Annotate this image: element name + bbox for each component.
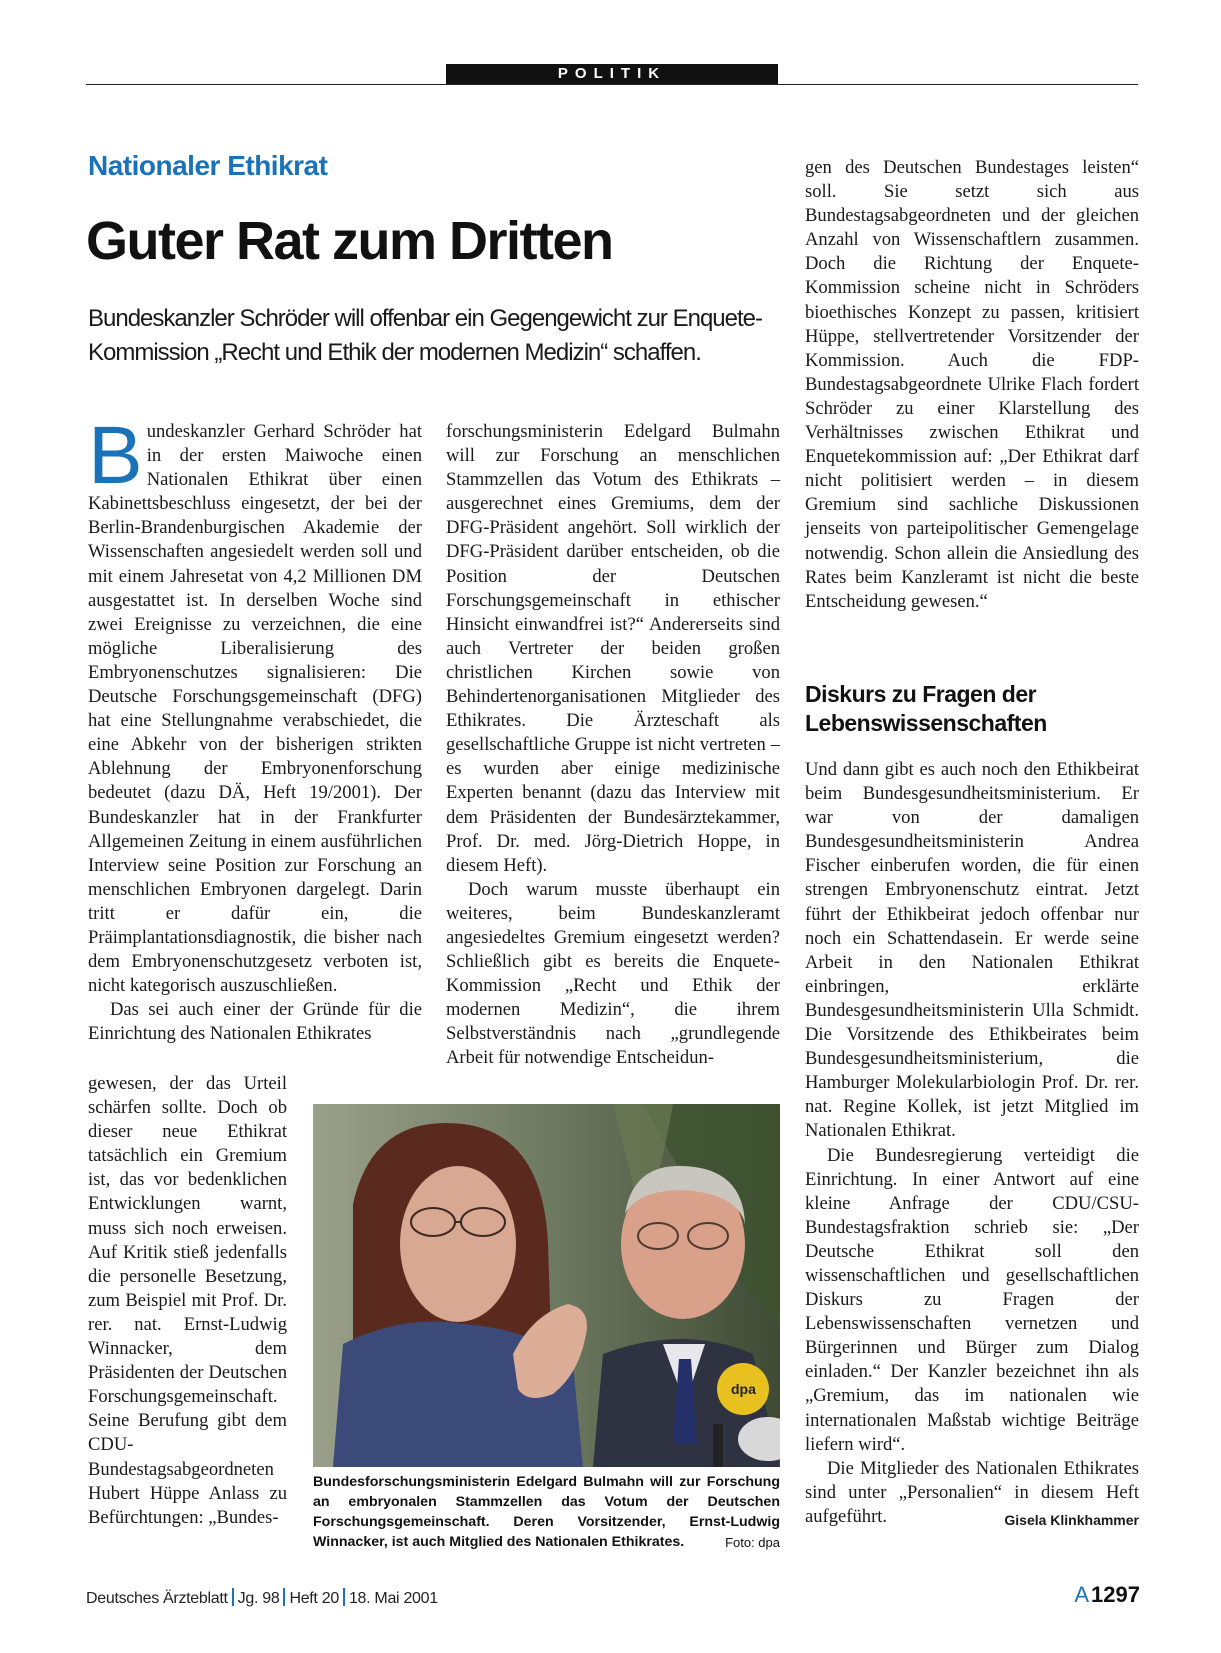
page-number: [1052, 1582, 1140, 1608]
microphone-logo: dpa: [731, 1381, 756, 1397]
article-headline: Guter Rat zum Dritten: [86, 211, 613, 271]
article-column-3-continued: [805, 758, 1139, 1532]
header-rule: [86, 84, 1138, 85]
paragraph: Die Bundesregierung verteidigt die Einrichtung. In einer Antwort auf eine kleine Anfrage der CDU/CSU-Bundestagsfraktion schrieb sie: „Der Deutsche Ethikrat soll den wissenschaftlichen und gesellschaftlichen Diskurs zu Fragen der Lebenswissenschaften vernetzen und Bürgerinnen und Bürger zum Dialog einladen.“ Der Kanzler bezeichnet ihn als „Gremium, das im nationalen wie internationalen Maßstab wichtige Beiträge liefern wird“.: [805, 1144, 1139, 1455]
footer-separator: [232, 1588, 234, 1606]
dropcap: B: [88, 410, 143, 501]
caption-text: Bundesforschungsministerin Edelgard Bulmahn will zur Forschung an embryonalen Stammzellen das Votum der Deutschen Forschungsgemeinschaft. Deren Vorsitzender, Ernst-Ludwig Winnacker, ist auch Mitglied des Nationalen Ethikrates.: [313, 1474, 780, 1550]
journal-issue: Heft 20: [289, 1590, 339, 1607]
paragraph: forschungsministerin Edelgard Bulmahn will zur Forschung an menschlichen Stammzellen das Votum des Ethikrats – ausgerechnet eines Gremiums, dem der DFG-Präsident angehört. Soll wirklich der DFG-Präsident darüber entscheiden, ob die Position der Deutschen Forschungsgemeinschaft in ethischer Hinsicht einwandfrei ist?“ Andererseits sind auch Vertreter der beiden großen christlichen Kirchen sowie von Behindertenorganisationen Mitglieder des Ethikrates. Die Ärzteschaft als gesellschaftliche Gruppe ist nicht vertreten – es wurden aber einige medizinische Experten benannt (dazu das Interview mit dem Präsidenten der Bundesärztekammer, Prof. Dr. med. Jörg-Dietrich Hoppe, in diesem Heft).: [446, 421, 780, 876]
paragraph: gewesen, der das Urteil schärfen sollte. Doch ob dieser neue Ethikrat tatsächlich ein Gremium ist, das vor bedenklichen Entwicklungen warnt, muss sich noch erweisen. Auf Kritik stieß jedenfalls die personelle Besetzung, zum Beispiel mit Prof. Dr. rer. nat. Ernst-Ludwig Winnacker, dem Präsidenten der Deutschen Forschungsgemeinschaft. Seine Berufung gibt dem CDU-Bundestagsabgeordneten Hubert Hüppe Anlass zu Befürchtungen: „Bundes-: [88, 1073, 287, 1528]
article-column-3: [805, 156, 1139, 614]
photo-credit: Foto: dpa: [725, 1535, 780, 1550]
photo-caption: [313, 1472, 780, 1553]
paragraph-text: undeskanzler Gerhard Schröder hat in der ersten Maiwoche einen Nationalen Ethikrat über einen Kabinettsbeschluss eingesetzt, der bei der Berlin-Brandenburgischen Akademie der Wissenschaften angesiedelt werden soll und mit einem Jahresetat von 4,2 Millionen DM ausgestattet ist. In derselben Woche sind zwei Ereignisse zu verzeichnen, die eine mögliche Liberalisierung des Embryonenschutzes signalisieren: Die Deutsche Forschungsgemeinschaft (DFG) hat eine Stellungnahme verabschiedet, die eine Abkehr von der bisherigen strikten Ablehnung der Embryonenforschung bedeutet (dazu DÄ, Heft 19/2001). Der Bundeskanzler hat in der Frankfurter Allgemeinen Zeitung in einem ausführlichen Interview seine Position zur Forschung an menschlichen Embryonen dargelegt. Darin tritt er dafür ein, die Präimplantationsdiagnostik, die bisher nach dem Embryonenschutzgesetz verboten ist, nicht kategorisch auszuschließen.: [88, 421, 422, 997]
paragraph: Das sei auch einer der Gründe für die Einrichtung des Nationalen Ethikrates: [88, 999, 422, 1045]
journal-name: Deutsches Ärzteblatt: [86, 1590, 228, 1607]
author-byline: Gisela Klinkhammer: [1004, 1511, 1139, 1528]
article-subheading: Diskurs zu Fragen der Lebenswissenschaften: [805, 681, 1047, 736]
journal-date: 18. Mai 2001: [348, 1590, 438, 1607]
press-photo: [313, 1104, 780, 1467]
paragraph: [88, 410, 422, 998]
journal-volume: Jg. 98: [237, 1590, 280, 1607]
page-number-value: 1297: [1091, 1582, 1140, 1607]
paragraph: gen des Deutschen Bundestages leisten“ soll. Sie setzt sich aus Bundestagsabgeordneten und der gleichen Anzahl von Wissenschaftlern zusammen. Doch die Richtung der Enquete-Kommission scheine nicht in Schröders bioethisches Konzept zu passen, kritisiert Hüppe, stellvertretender Vorsitzender der Kommission. Auch die FDP-Bundestagsabgeordnete Ulrike Flach fordert Schröder zu einer Klarstellung des Verhältnisses zwischen Ethikrat und Enquetekommission auf: „Der Ethikrat darf nicht politisiert werden – in diesem Gremium sind sachliche Diskussionen jenseits von parteipolitischer Gemengelage notwendig. Schon allein die Ansiedlung des Rates beim Kanzleramt ist nicht die beste Entscheidung gewesen.“: [805, 157, 1139, 612]
article-column-1-continued: [88, 1072, 287, 1530]
article-kicker: Nationaler Ethikrat: [88, 150, 328, 181]
person-woman-face: [400, 1166, 516, 1322]
page-footer: [86, 1588, 438, 1608]
paragraph: Doch warum musste überhaupt ein weiteres, beim Bundeskanzleramt angesiedeltes Gremium eingesetzt werden? Schließlich gibt es bereits die Enquete-Kommission „Recht und Ethik der modernen Medizin“, die ihrem Selbstverständnis nach „grundlegende Arbeit für notwendige Entscheidun-: [446, 878, 780, 1069]
paragraph-text: Die Mitglieder des Nationalen Ethikrates sind unter „Personalien“ in diesem Heft aufgeführt.: [805, 1457, 1139, 1527]
article-deck: Bundeskanzler Schröder will offenbar ein Gegengewicht zur Enquete-Kommission „Recht und Ethik der modernen Medizin“ schaffen.: [88, 305, 762, 366]
paragraph: [805, 1457, 1139, 1529]
footer-separator: [343, 1588, 345, 1606]
article-column-1: [88, 410, 422, 1046]
paragraph: Und dann gibt es auch noch den Ethikbeirat beim Bundesgesundheitsministerium. Er war von der damaligen Bundesgesundheitsministerin Andrea Fischer einberufen worden, die für einen strengen Embryonenschutz eintrat. Jetzt führt der Ethikbeirat jedoch offenbar nur noch ein Schattendasein. Er werde seine Arbeit in den Nationalen Ethikrat einbringen, erklärte Bundesgesundheitsministerin Ulla Schmidt. Die Vorsitzende des Ethikbeirates beim Bundesgesundheitsministerium, die Hamburger Molekularbiologin Prof. Dr. rer. nat. Regine Kollek, ist jetzt Mitglied im Nationalen Ethikrat.: [805, 759, 1139, 1142]
page-prefix: A: [1074, 1582, 1090, 1607]
article-column-2: [446, 420, 780, 1071]
section-tag: POLITIK: [446, 64, 778, 84]
footer-separator: [283, 1588, 285, 1606]
press-photo-illustration: [313, 1104, 780, 1467]
